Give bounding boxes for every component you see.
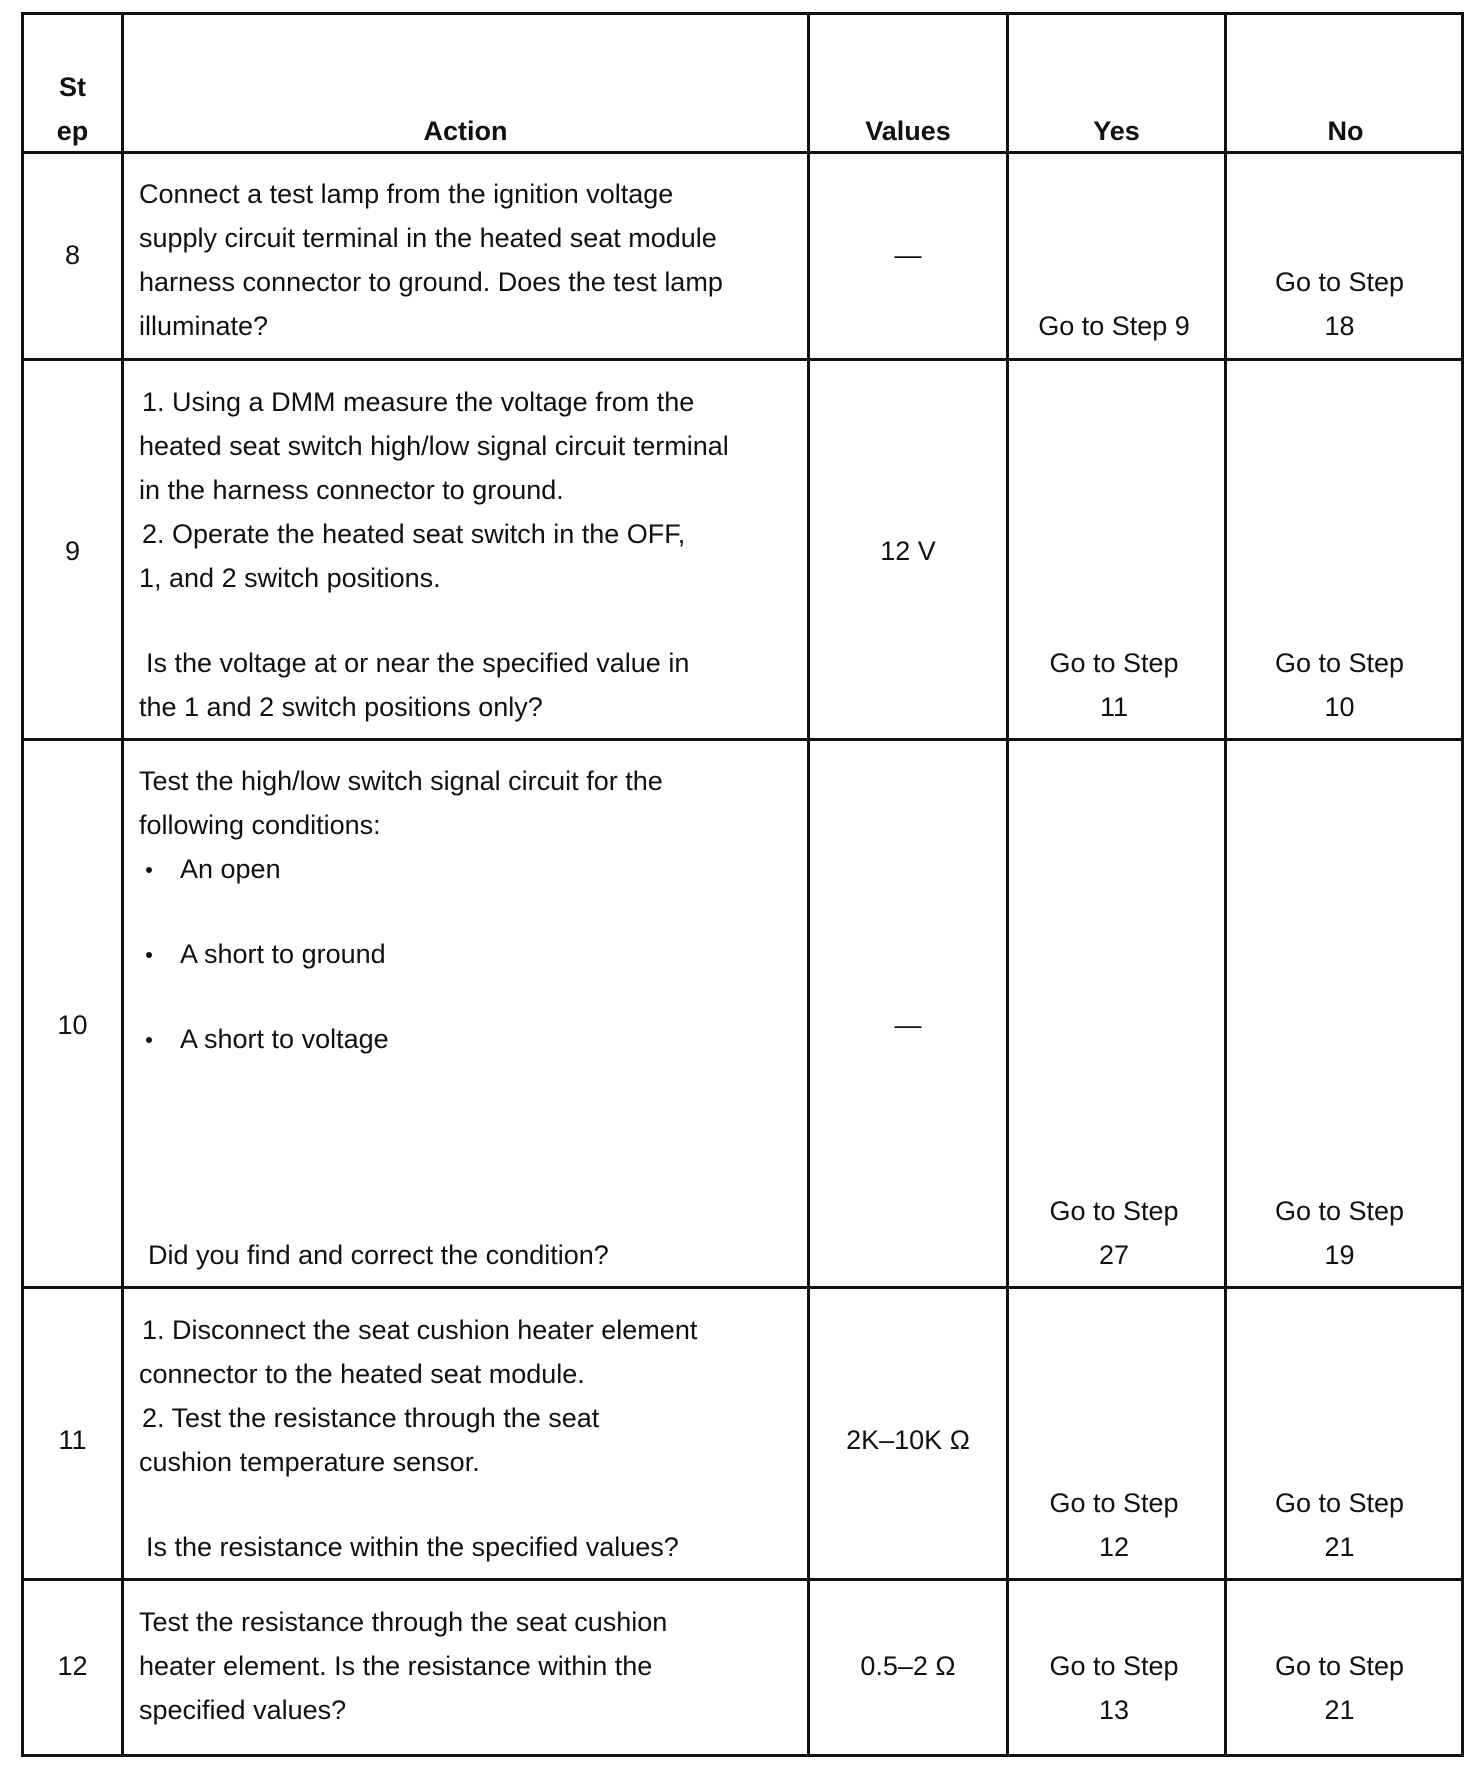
header-action: Action: [423, 116, 508, 146]
row-8-no: 18: [1324, 311, 1355, 341]
row-8-no: Go to Step: [1274, 267, 1405, 297]
row-8-action: illuminate?: [139, 311, 269, 341]
bullet-icon: [146, 867, 152, 873]
row-10-bullet: An open: [180, 854, 281, 884]
row-8-action: Connect a test lamp from the ignition voltage: [139, 179, 674, 209]
row-11-action: 1. Disconnect the seat cushion heater element: [142, 1315, 698, 1345]
row-10-yes: 27: [1098, 1240, 1130, 1270]
row-divider: [24, 738, 1461, 741]
row-9-no: 10: [1324, 692, 1355, 722]
header-yes: Yes: [1093, 116, 1140, 146]
row-8-action: harness connector to ground. Does the test lamp: [139, 267, 723, 297]
row-9-action: 2. Operate the heated seat switch in the OFF,: [142, 519, 686, 549]
row-10-value: —: [894, 1010, 922, 1040]
row-divider: [24, 358, 1461, 361]
row-12-action: heater element. Is the resistance within the: [139, 1651, 653, 1681]
row-11-step: 11: [58, 1425, 87, 1455]
column-divider: [121, 15, 124, 1754]
row-10-no: Go to Step: [1274, 1196, 1405, 1226]
row-10-action: Test the high/low switch signal circuit for the: [139, 766, 663, 796]
row-9-action: 1. Using a DMM measure the voltage from the: [142, 387, 695, 417]
row-10-step: 10: [57, 1010, 88, 1040]
row-9-no: Go to Step: [1274, 648, 1405, 678]
row-11-no: 21: [1324, 1532, 1355, 1562]
row-12-no: 21: [1324, 1695, 1355, 1725]
row-9-question: the 1 and 2 switch positions only?: [139, 692, 543, 722]
row-9-action: in the harness connector to ground.: [139, 475, 564, 505]
row-9-action: heated seat switch high/low signal circuit terminal: [139, 431, 729, 461]
row-10-question: Did you find and correct the condition?: [148, 1240, 609, 1270]
row-8-action: supply circuit terminal in the heated seat module: [139, 223, 717, 253]
row-9-action: 1, and 2 switch positions.: [139, 563, 441, 593]
row-11-no: Go to Step: [1274, 1488, 1405, 1518]
row-11-question: Is the resistance within the specified values?: [146, 1532, 679, 1562]
header-values: Values: [865, 116, 951, 146]
row-12-action: specified values?: [139, 1695, 347, 1725]
row-10-no: 19: [1324, 1240, 1355, 1270]
row-11-yes: 12: [1098, 1532, 1130, 1562]
row-11-value: 2K–10K Ω: [846, 1425, 970, 1455]
row-10-bullet: A short to ground: [180, 939, 386, 969]
row-12-no: Go to Step: [1274, 1651, 1405, 1681]
row-9-step: 9: [64, 536, 81, 566]
row-divider: [24, 1578, 1461, 1581]
header-step-line1: St: [59, 72, 86, 102]
row-10-yes: Go to Step: [1049, 1196, 1179, 1226]
row-9-yes: Go to Step: [1049, 648, 1179, 678]
row-9-question: Is the voltage at or near the specified value in: [146, 648, 690, 678]
row-11-yes: Go to Step: [1049, 1488, 1179, 1518]
row-12-action: Test the resistance through the seat cushion: [139, 1607, 668, 1637]
header-step-line2: ep: [56, 116, 89, 146]
row-12-yes: 13: [1098, 1695, 1130, 1725]
row-10-action: following conditions:: [139, 810, 381, 840]
header-no: No: [1327, 116, 1364, 146]
row-12-step: 12: [57, 1651, 88, 1681]
row-8-yes: Go to Step 9: [1038, 311, 1190, 341]
row-11-action: connector to the heated seat module.: [139, 1359, 585, 1389]
row-9-value: 12 V: [880, 536, 936, 566]
row-12-value: 0.5–2 Ω: [860, 1651, 956, 1681]
row-11-action: cushion temperature sensor.: [139, 1447, 480, 1477]
diagnostic-table: [21, 12, 1464, 1757]
row-11-action: 2. Test the resistance through the seat: [142, 1403, 600, 1433]
row-9-yes: 11: [1099, 692, 1129, 722]
row-10-bullet: A short to voltage: [180, 1024, 389, 1054]
row-8-value: —: [894, 240, 922, 270]
row-divider: [24, 1286, 1461, 1289]
row-12-yes: Go to Step: [1049, 1651, 1179, 1681]
row-8-step: 8: [64, 240, 81, 270]
bullet-icon: [146, 952, 152, 958]
bullet-icon: [146, 1037, 152, 1043]
